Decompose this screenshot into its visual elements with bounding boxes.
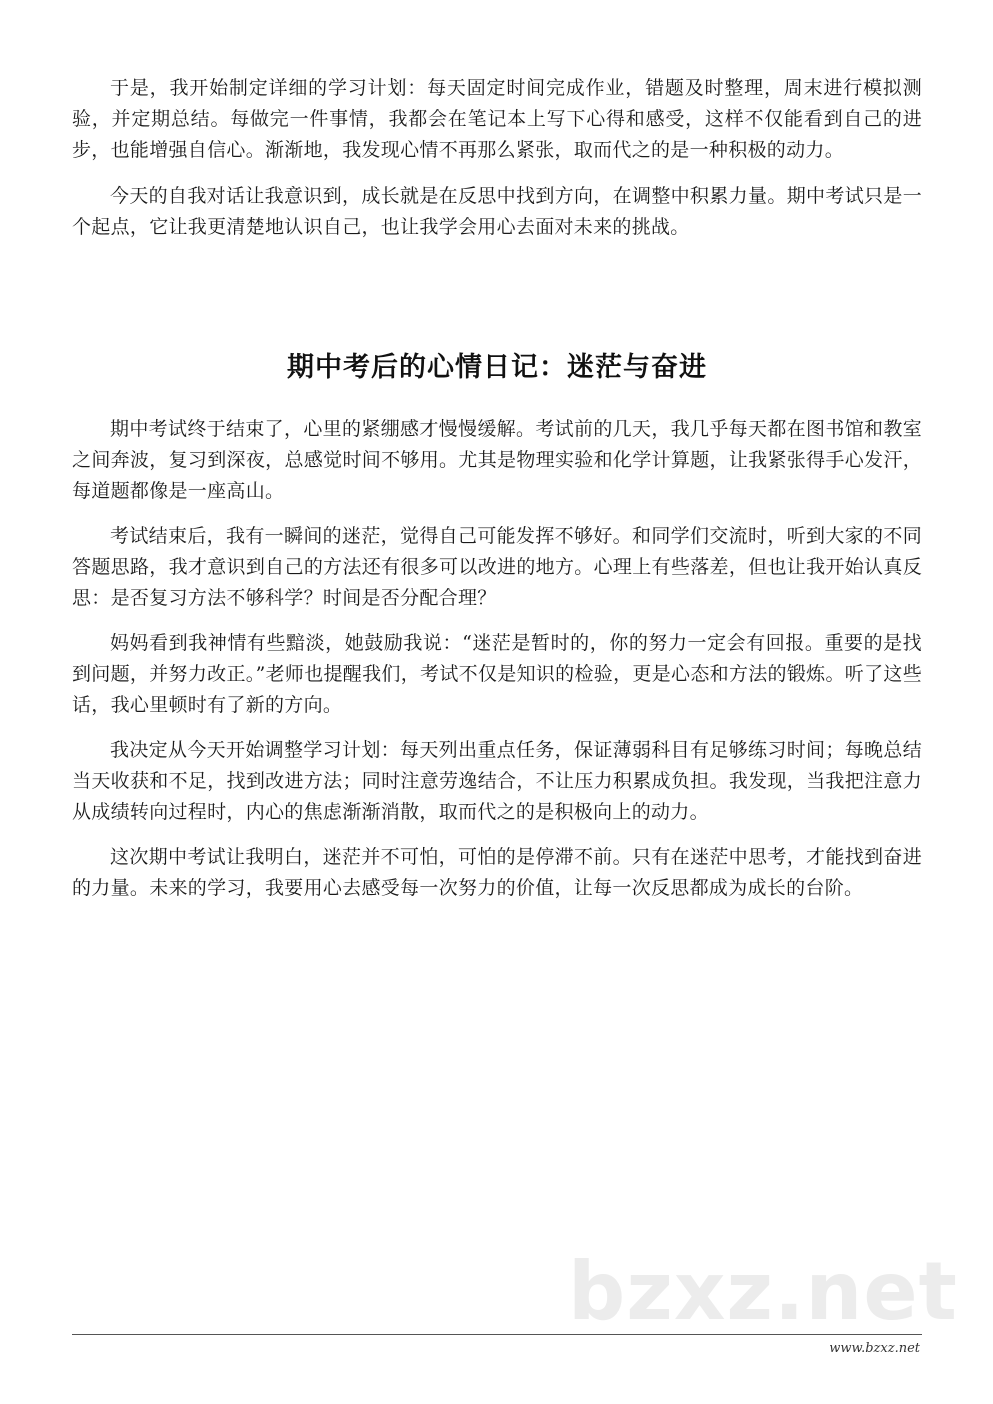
footer-url[interactable]: www.bzxz.net <box>829 1341 920 1356</box>
paragraph: 这次期中考试让我明白，迷茫并不可怕，可怕的是停滞不前。只有在迷茫中思考，才能找到奋进的力量。未来的学习，我要用心去感受每一次努力的价值，让每一次反思都成为成长的台阶。 <box>72 846 922 899</box>
paragraph: 于是，我开始制定详细的学习计划：每天固定时间完成作业，错题及时整理，周末进行模拟测验，并定期总结。每做完一件事情，我都会在笔记本上写下心得和感受，这样不仅能看到自己的进步，也能增强自信心。渐渐地，我发现心情不再那么紧张，取而代之的是一种积极的动力。 <box>72 77 922 161</box>
paragraph: 我决定从今天开始调整学习计划：每天列出重点任务，保证薄弱科目有足够练习时间；每晚总结当天收获和不足，找到改进方法；同时注意劳逸结合，不让压力积累成负担。我发现，当我把注意力从成绩转向过程时，内心的焦虑渐渐消散，取而代之的是积极向上的动力。 <box>72 739 922 823</box>
paragraph: 考试结束后，我有一瞬间的迷茫，觉得自己可能发挥不够好。和同学们交流时，听到大家的不同答题思路，我才意识到自己的方法还有很多可以改进的地方。心理上有些落差，但也让我开始认真反思：是否复习方法不够科学？时间是否分配合理？ <box>72 525 922 609</box>
paragraph: 期中考试终于结束了，心里的紧绷感才慢慢缓解。考试前的几天，我几乎每天都在图书馆和教室之间奔波，复习到深夜，总感觉时间不够用。尤其是物理实验和化学计算题，让我紧张得手心发汗，每道题都像是一座高山。 <box>72 418 922 502</box>
article-title: 期中考后的心情日记：迷茫与奋进 <box>287 352 707 383</box>
watermark-logo: bzxz.net <box>568 1245 958 1338</box>
paragraph: 今天的自我对话让我意识到，成长就是在反思中找到方向，在调整中积累力量。期中考试只是一个起点，它让我更清楚地认识自己，也让我学会用心去面对未来的挑战。 <box>72 185 922 238</box>
footer-divider <box>72 1334 922 1335</box>
paragraph: 妈妈看到我神情有些黯淡，她鼓励我说：“迷茫是暂时的，你的努力一定会有回报。重要的是找到问题，并努力改正。”老师也提醒我们，考试不仅是知识的检验，更是心态和方法的锻炼。听了这些话，我心里顿时有了新的方向。 <box>72 632 922 716</box>
